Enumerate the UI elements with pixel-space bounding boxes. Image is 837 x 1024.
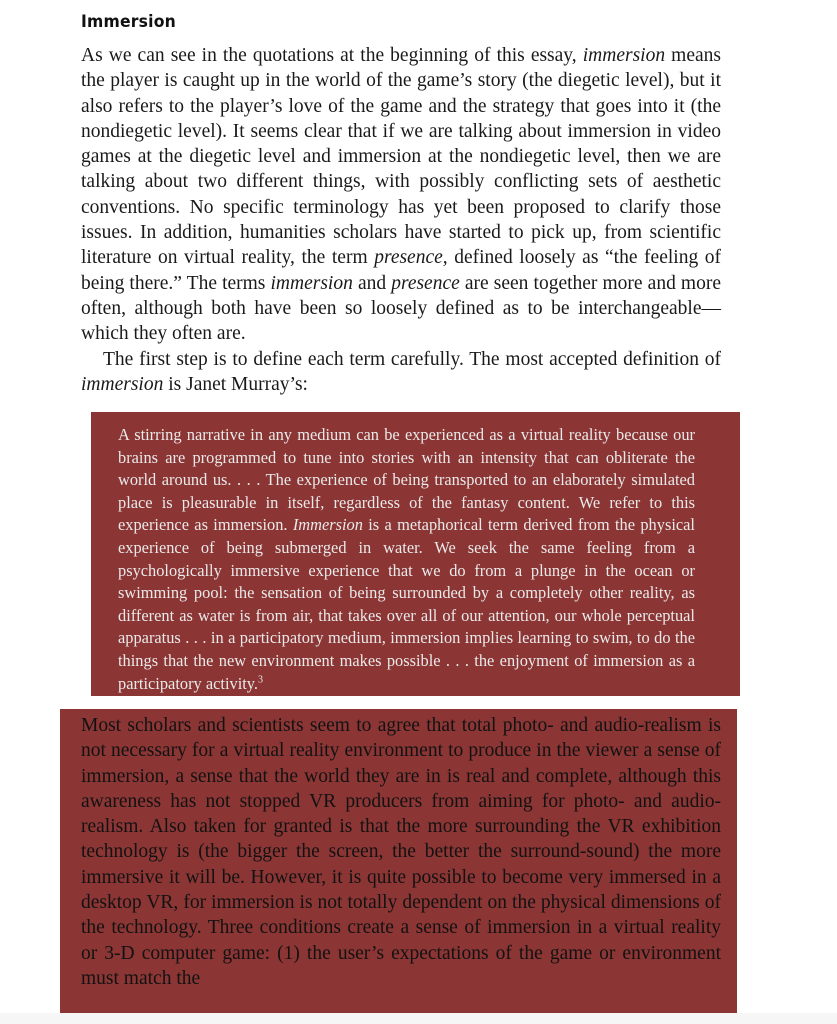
quote-text-b: is a metaphorical term derived from the physical experience of being submerged in water. We seek the same feeling from a psychologically immersive experience that we do from a plunge in the ocean or swimming pool: the sensation of being surrounded by a completely other reality, as different as water is from air, that takes over all of our attention, our whole perceptual apparatus . . . in a participatory medium, immersion implies learning to swim, to do the things that the new environment makes possible . . . the enjoyment of immersion as a participatory activity. bbox=[118, 515, 695, 693]
p2-text-a: The first step is to define each term carefully. The most accepted definition of bbox=[103, 348, 721, 370]
footnote-marker[interactable]: 3 bbox=[258, 674, 264, 686]
p1-text-d: and bbox=[352, 272, 392, 294]
paragraph-1 bbox=[81, 43, 721, 347]
p1-term-immersion-2: immersion bbox=[270, 272, 353, 294]
lower-paragraph bbox=[81, 713, 721, 991]
quote-term-immersion: Immersion bbox=[292, 515, 363, 535]
p2-text-b: is Janet Murray’s: bbox=[163, 373, 308, 395]
p2-term-immersion: immersion bbox=[81, 373, 164, 395]
p1-text-c: defined loosely as “the feeling of being there.” The terms bbox=[81, 247, 722, 294]
p1-text-e: are seen together more and more often, although both have been so loosely defined as to be interchangeable—which they often are. bbox=[81, 272, 721, 345]
lower-paragraph-text: Most scholars and scientists seem to agree that total photo- and audio-realism is not necessary for a virtual reality environment to produce in the viewer a sense of immersion, a sense that the world they are in is real and complete, although this awareness has not stopped VR producers from aiming for photo- and audio-realism. Also taken for granted is that the more surrounding the VR exhibition technology is (the bigger the screen, the better the surround-sound) the more immersive it will be. However, it is quite possible to become very immersed in a desktop VR, for immersion is not totally dependent on the physical dimensions of the technology. Three conditions create a sense of immersion in a virtual reality or 3-D computer game: (1) the user’s expectations of the game or environment must match the bbox=[81, 715, 721, 989]
paragraph-2 bbox=[81, 347, 721, 398]
p1-text-b: means the player is caught up in the world of the game’s story (the diegetic level), but it also refers to the player’s love of the game and the strategy that goes into it (the nondiegetic level). It seems clear that if we are talking about immersion in video games at the diegetic level and immersion at the nondiegetic level, then we are talking about two different things, with possibly conflicting sets of aesthetic conventions. No specific terminology has yet been proposed to clarify those issues. In addition, humanities scholars have started to pick up, from scientific literature on virtual reality, the term bbox=[81, 45, 721, 269]
p1-term-immersion: immersion bbox=[582, 45, 666, 66]
block-quote-paragraph bbox=[118, 424, 695, 695]
block-quote bbox=[118, 424, 695, 695]
section-heading: Immersion bbox=[81, 12, 176, 32]
quote-text-a: A stirring narrative in any medium can be experienced as a virtual reality because our brains are programmed to tune into stories with an intensity that can obliterate the world around us. . . . The experience of being transported to an elaborately simulated place is pleasurable in itself, regardless of the fantasy content. We refer to this experience as immersion. bbox=[118, 425, 695, 535]
page-bottom-edge bbox=[0, 1013, 837, 1024]
p1-term-presence: presence, bbox=[374, 247, 448, 269]
body-text bbox=[81, 43, 721, 397]
p1-text-a: As we can see in the quotations at the beginning of this essay, bbox=[81, 45, 583, 66]
p1-term-presence-2: presence bbox=[391, 272, 460, 294]
